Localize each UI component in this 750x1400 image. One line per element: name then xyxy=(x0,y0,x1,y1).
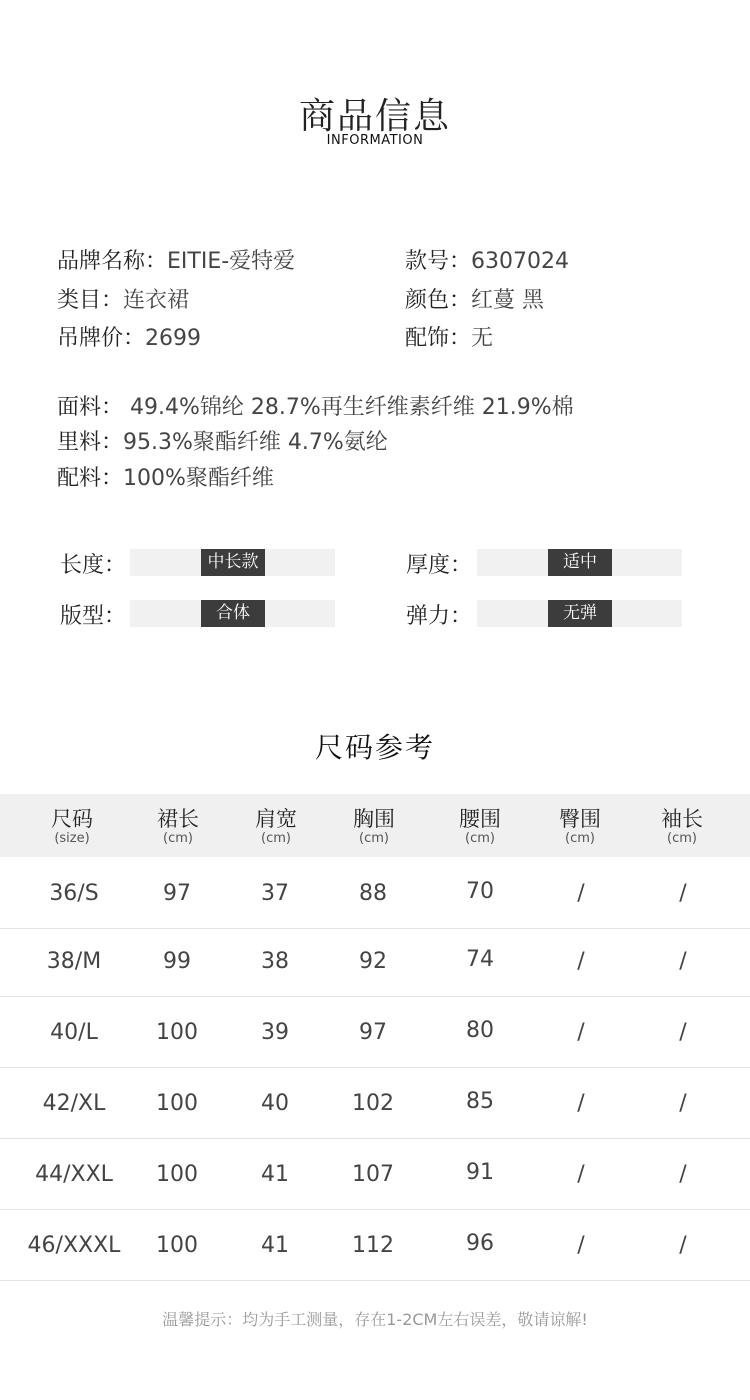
table-cell: 91 xyxy=(466,1160,494,1185)
length-value-badge: 中长款 xyxy=(201,549,265,576)
color-value: 红蔓 黑 xyxy=(471,288,545,313)
table-cell: 96 xyxy=(466,1231,494,1256)
header-size: 尺码 (size) xyxy=(51,807,93,846)
fit-label: 版型： xyxy=(60,604,127,629)
table-cell: 107 xyxy=(352,1162,394,1187)
header-bust: 胸围 (cm) xyxy=(353,807,395,846)
price-label: 吊牌价： xyxy=(57,326,146,351)
fit-value-badge: 合体 xyxy=(201,600,265,627)
table-cell: 38/M xyxy=(46,949,102,974)
table-cell: 97 xyxy=(359,1020,387,1045)
section-subtitle-information: INFORMATION xyxy=(326,133,424,148)
style-no-field xyxy=(405,244,569,275)
table-cell: 36/S xyxy=(49,881,99,906)
header-dress-length: 裙长 (cm) xyxy=(157,807,199,846)
section-title-size-chart: 尺码参考 xyxy=(314,731,435,764)
table-cell: / xyxy=(679,1091,687,1116)
table-cell: 38 xyxy=(261,949,289,974)
table-cell: 102 xyxy=(352,1091,394,1116)
table-cell: / xyxy=(577,949,585,974)
color-field xyxy=(405,283,544,314)
table-cell: 74 xyxy=(466,947,494,972)
table-cell: / xyxy=(679,881,687,906)
header-shoulder: 肩宽 (cm) xyxy=(255,807,297,846)
table-cell: 100 xyxy=(156,1091,198,1116)
lining-label: 里料： xyxy=(57,430,124,455)
table-cell: 88 xyxy=(359,881,387,906)
lining-field xyxy=(57,425,388,456)
table-cell: 100 xyxy=(156,1020,198,1045)
trim-field xyxy=(57,461,274,492)
brand-value: EITIE-爱特爱 xyxy=(167,249,296,274)
table-cell: 37 xyxy=(261,881,289,906)
table-cell: 112 xyxy=(352,1233,394,1258)
table-cell: 42/XL xyxy=(42,1091,106,1116)
trim-label: 配料： xyxy=(57,466,124,491)
table-cell: 70 xyxy=(466,879,494,904)
fabric-field xyxy=(57,390,574,421)
table-cell: / xyxy=(679,1162,687,1187)
elasticity-label: 弹力： xyxy=(406,604,473,629)
length-bar xyxy=(130,549,335,576)
fabric-label: 面料： xyxy=(57,395,124,420)
table-cell: / xyxy=(577,881,585,906)
table-cell: 100 xyxy=(156,1162,198,1187)
table-cell: 39 xyxy=(261,1020,289,1045)
accessory-field xyxy=(405,321,493,352)
thickness-label: 厚度： xyxy=(406,553,473,578)
fabric-value: 49.4%锦纶 28.7%再生纤维素纤维 21.9%棉 xyxy=(123,395,574,420)
table-row xyxy=(0,1139,750,1210)
table-cell: 85 xyxy=(466,1089,494,1114)
table-cell: 40/L xyxy=(50,1020,98,1045)
table-cell: / xyxy=(679,949,687,974)
table-cell: / xyxy=(577,1233,585,1258)
color-label: 颜色： xyxy=(405,288,472,313)
table-cell: 100 xyxy=(156,1233,198,1258)
brand-label: 品牌名称： xyxy=(57,249,168,274)
category-label: 类目： xyxy=(57,288,124,313)
table-row xyxy=(0,997,750,1068)
table-row xyxy=(0,858,750,929)
length-label: 长度： xyxy=(60,553,127,578)
table-cell: 44/XXL xyxy=(35,1162,113,1187)
style-no-value: 6307024 xyxy=(471,249,569,274)
table-cell: 41 xyxy=(261,1162,289,1187)
table-row xyxy=(0,1068,750,1139)
category-field xyxy=(57,283,189,314)
thickness-bar xyxy=(477,549,682,576)
measurement-notice: 温馨提示：均为手工测量，存在1-2CM左右误差，敬请谅解! xyxy=(162,1310,588,1329)
table-cell: 80 xyxy=(466,1018,494,1043)
table-cell: 92 xyxy=(359,949,387,974)
table-row xyxy=(0,926,750,997)
category-value: 连衣裙 xyxy=(123,288,190,313)
header-sleeve: 袖长 (cm) xyxy=(661,807,703,846)
table-row xyxy=(0,1210,750,1281)
table-cell: 40 xyxy=(261,1091,289,1116)
table-cell: / xyxy=(577,1162,585,1187)
table-cell: / xyxy=(679,1233,687,1258)
table-cell: / xyxy=(577,1020,585,1045)
table-cell: 46/XXXL xyxy=(27,1233,121,1258)
header-hip: 臀围 (cm) xyxy=(559,807,601,846)
accessory-value: 无 xyxy=(471,326,494,351)
elasticity-value-badge: 无弹 xyxy=(548,600,612,627)
thickness-value-badge: 适中 xyxy=(548,549,612,576)
table-cell: 99 xyxy=(163,949,191,974)
size-table-header xyxy=(0,794,750,857)
price-field xyxy=(57,321,201,352)
elasticity-bar xyxy=(477,600,682,627)
table-cell: / xyxy=(577,1091,585,1116)
table-cell: / xyxy=(679,1020,687,1045)
table-cell: 41 xyxy=(261,1233,289,1258)
table-cell: 97 xyxy=(163,881,191,906)
brand-field xyxy=(57,244,295,275)
accessory-label: 配饰： xyxy=(405,326,472,351)
trim-value: 100%聚酯纤维 xyxy=(123,466,274,491)
fit-bar xyxy=(130,600,335,627)
lining-value: 95.3%聚酯纤维 4.7%氨纶 xyxy=(123,430,388,455)
style-no-label: 款号： xyxy=(405,249,472,274)
price-value: 2699 xyxy=(145,326,202,351)
header-waist: 腰围 (cm) xyxy=(459,807,501,846)
section-title-information: 商品信息 xyxy=(298,96,451,137)
